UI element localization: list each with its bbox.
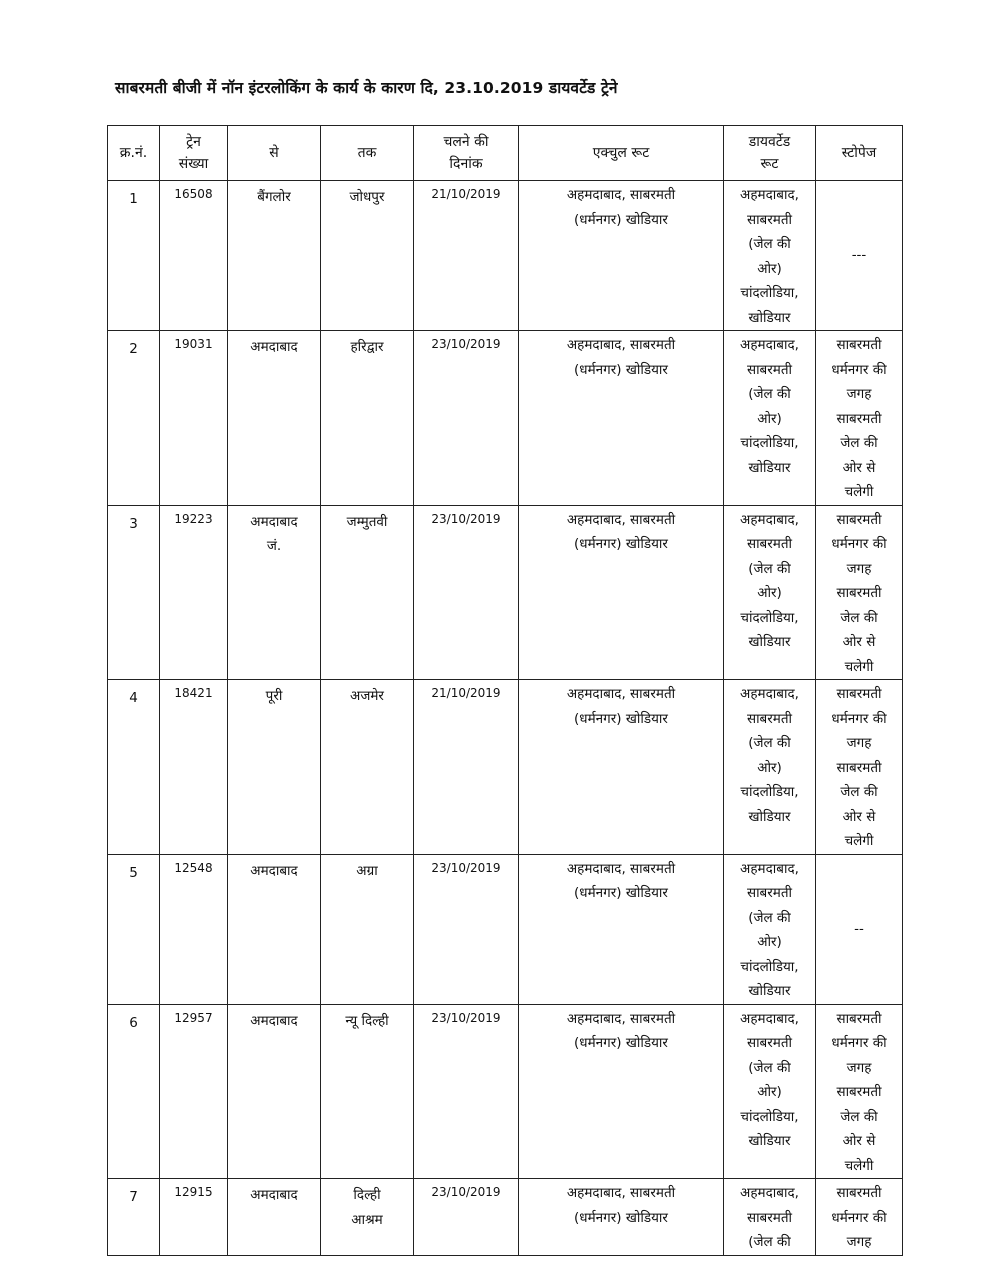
stoppage: साबरमती धर्मनगर की जगह साबरमती जेल की ओर से चलेगी bbox=[816, 331, 903, 506]
table-row bbox=[108, 1179, 903, 1256]
from-station: अमदाबाद bbox=[228, 1179, 321, 1256]
stoppage: साबरमती धर्मनगर की जगह साबरमती जेल की ओर से चलेगी bbox=[816, 1004, 903, 1179]
stoppage: --- bbox=[816, 181, 903, 331]
to-station: अग्रा bbox=[321, 854, 414, 1004]
header-train-number: ट्रेन संख्या bbox=[160, 126, 228, 181]
diverted-route: अहमदाबाद, साबरमती (जेल की ओर) चांदलोडिया, खोडियार bbox=[724, 854, 816, 1004]
run-date: 21/10/2019 bbox=[414, 181, 519, 331]
from-station: अमदाबाद bbox=[228, 854, 321, 1004]
serial-no: 7 bbox=[108, 1179, 160, 1256]
diverted-route: अहमदाबाद, साबरमती (जेल की ओर) चांदलोडिया, खोडियार bbox=[724, 331, 816, 506]
header-actual-route: एक्चुल रूट bbox=[519, 126, 724, 181]
diverted-trains-table bbox=[107, 125, 903, 1256]
table-row bbox=[108, 1004, 903, 1179]
run-date: 21/10/2019 bbox=[414, 680, 519, 855]
table-row bbox=[108, 505, 903, 680]
diverted-route: अहमदाबाद, साबरमती (जेल की ओर) चांदलोडिया, खोडियार bbox=[724, 505, 816, 680]
from-station: पूरी bbox=[228, 680, 321, 855]
run-date: 23/10/2019 bbox=[414, 854, 519, 1004]
train-number: 12957 bbox=[160, 1004, 228, 1179]
train-number: 18421 bbox=[160, 680, 228, 855]
stoppage: साबरमती धर्मनगर की जगह bbox=[816, 1179, 903, 1256]
table-row bbox=[108, 854, 903, 1004]
actual-route: अहमदाबाद, साबरमती (धर्मनगर) खोडियार bbox=[519, 680, 724, 855]
run-date: 23/10/2019 bbox=[414, 331, 519, 506]
table-row bbox=[108, 331, 903, 506]
actual-route: अहमदाबाद, साबरमती (धर्मनगर) खोडियार bbox=[519, 331, 724, 506]
diverted-route: अहमदाबाद, साबरमती (जेल की ओर) चांदलोडिया, खोडियार bbox=[724, 680, 816, 855]
stoppage: साबरमती धर्मनगर की जगह साबरमती जेल की ओर से चलेगी bbox=[816, 680, 903, 855]
serial-no: 3 bbox=[108, 505, 160, 680]
header-stoppage: स्टोपेज bbox=[816, 126, 903, 181]
actual-route: अहमदाबाद, साबरमती (धर्मनगर) खोडियार bbox=[519, 854, 724, 1004]
header-to: तक bbox=[321, 126, 414, 181]
header-run-date: चलने की दिनांक bbox=[414, 126, 519, 181]
diverted-route: अहमदाबाद, साबरमती (जेल की ओर) चांदलोडिया, खोडियार bbox=[724, 1004, 816, 1179]
serial-no: 6 bbox=[108, 1004, 160, 1179]
train-number: 12548 bbox=[160, 854, 228, 1004]
actual-route: अहमदाबाद, साबरमती (धर्मनगर) खोडियार bbox=[519, 1179, 724, 1256]
actual-route: अहमदाबाद, साबरमती (धर्मनगर) खोडियार bbox=[519, 181, 724, 331]
serial-no: 1 bbox=[108, 181, 160, 331]
from-station: अमदाबाद bbox=[228, 1004, 321, 1179]
serial-no: 4 bbox=[108, 680, 160, 855]
from-station: अमदाबाद जं. bbox=[228, 505, 321, 680]
to-station: जम्मुतवी bbox=[321, 505, 414, 680]
stoppage: -- bbox=[816, 854, 903, 1004]
diverted-route: अहमदाबाद, साबरमती (जेल की ओर) चांदलोडिया, खोडियार bbox=[724, 181, 816, 331]
header-diverted-route: डायवर्टेड रूट bbox=[724, 126, 816, 181]
train-number: 19031 bbox=[160, 331, 228, 506]
actual-route: अहमदाबाद, साबरमती (धर्मनगर) खोडियार bbox=[519, 1004, 724, 1179]
table-row bbox=[108, 181, 903, 331]
table-row bbox=[108, 680, 903, 855]
table-header-row bbox=[108, 126, 903, 181]
from-station: अमदाबाद bbox=[228, 331, 321, 506]
actual-route: अहमदाबाद, साबरमती (धर्मनगर) खोडियार bbox=[519, 505, 724, 680]
train-number: 16508 bbox=[160, 181, 228, 331]
header-from: से bbox=[228, 126, 321, 181]
diverted-route: अहमदाबाद, साबरमती (जेल की bbox=[724, 1179, 816, 1256]
to-station: हरिद्वार bbox=[321, 331, 414, 506]
header-serial-no: क्र.नं. bbox=[108, 126, 160, 181]
to-station: न्यू दिल्ही bbox=[321, 1004, 414, 1179]
stoppage: साबरमती धर्मनगर की जगह साबरमती जेल की ओर से चलेगी bbox=[816, 505, 903, 680]
to-station: अजमेर bbox=[321, 680, 414, 855]
run-date: 23/10/2019 bbox=[414, 1004, 519, 1179]
serial-no: 2 bbox=[108, 331, 160, 506]
page-title: साबरमती बीजी में नॉन इंटरलोकिंग के कार्य के कारण दि, 23.10.2019 डायवर्टेड ट्रेने bbox=[115, 79, 618, 97]
from-station: बैंगलोर bbox=[228, 181, 321, 331]
train-number: 12915 bbox=[160, 1179, 228, 1256]
to-station: जोधपुर bbox=[321, 181, 414, 331]
run-date: 23/10/2019 bbox=[414, 505, 519, 680]
serial-no: 5 bbox=[108, 854, 160, 1004]
to-station: दिल्ही आश्रम bbox=[321, 1179, 414, 1256]
train-number: 19223 bbox=[160, 505, 228, 680]
run-date: 23/10/2019 bbox=[414, 1179, 519, 1256]
